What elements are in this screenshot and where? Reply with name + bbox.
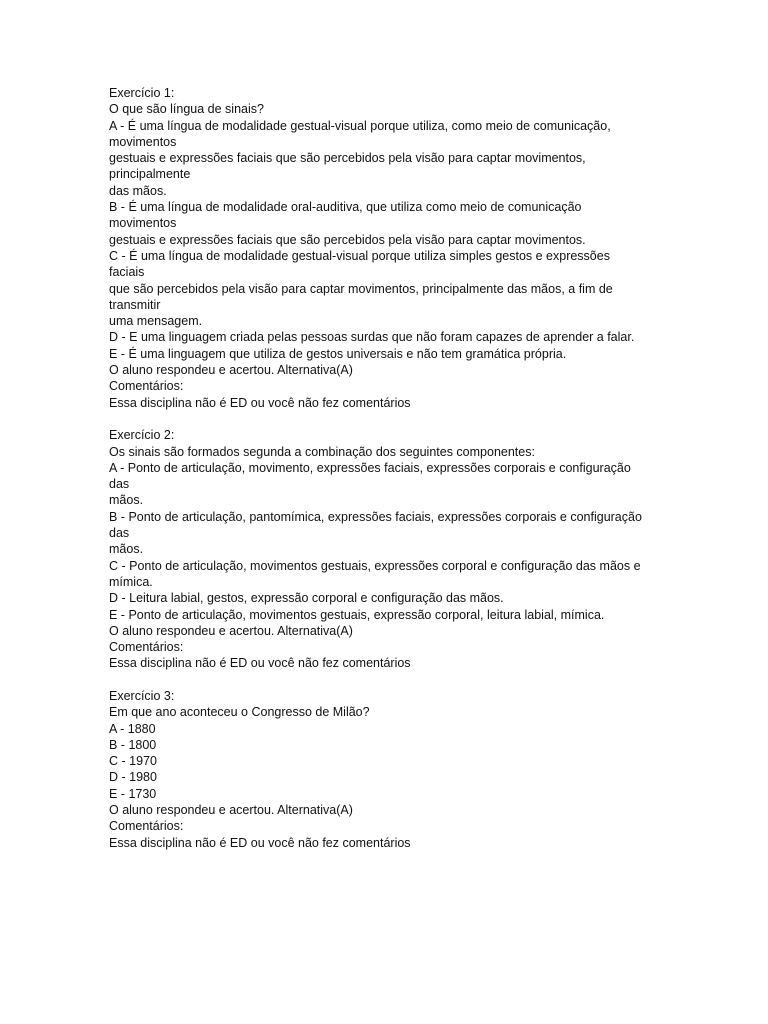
text-line: C - Ponto de articulação, movimentos gestuais, expressões corporal e configuração das mãos e bbox=[109, 558, 641, 573]
text-line: B - É uma língua de modalidade oral-auditiva, que utiliza como meio de comunicação bbox=[109, 200, 582, 215]
text-line: D - 1980 bbox=[109, 770, 157, 785]
text-line: E - É uma linguagem que utiliza de gestos universais e não tem gramática própria. bbox=[109, 346, 567, 361]
text-line: gestuais e expressões faciais que são percebidos pela visão para captar movimentos, bbox=[109, 151, 586, 166]
text-line: A - 1880 bbox=[109, 721, 156, 736]
text-line: A - É uma língua de modalidade gestual-visual porque utiliza, como meio de comunicação, bbox=[109, 118, 611, 133]
text-line: uma mensagem. bbox=[109, 314, 203, 329]
text-line: Comentários: bbox=[109, 640, 184, 655]
text-line: O aluno respondeu e acertou. Alternativa(A) bbox=[109, 803, 353, 818]
text-line: E - 1730 bbox=[109, 786, 157, 801]
text-line: mãos. bbox=[109, 493, 144, 508]
text-line: movimentos bbox=[109, 216, 177, 231]
text-line: Comentários: bbox=[109, 379, 184, 394]
text-line: Exercício 2: bbox=[109, 428, 175, 443]
exercise-2 bbox=[109, 427, 669, 671]
text-line: principalmente bbox=[109, 167, 191, 182]
text-line: C - É uma língua de modalidade gestual-visual porque utiliza simples gestos e expressões bbox=[109, 248, 610, 263]
text-line: mãos. bbox=[109, 542, 144, 557]
text-line: mímica. bbox=[109, 574, 153, 589]
text-line: transmitir bbox=[109, 297, 161, 312]
text-line: faciais bbox=[109, 265, 145, 280]
exercise-3 bbox=[109, 688, 669, 851]
text-line: O que são língua de sinais? bbox=[109, 102, 264, 117]
text-line: das mãos. bbox=[109, 183, 167, 198]
document-page bbox=[109, 85, 669, 867]
text-line: Os sinais são formados segunda a combinação dos seguintes componentes: bbox=[109, 444, 535, 459]
text-line: movimentos bbox=[109, 134, 177, 149]
text-line: C - 1970 bbox=[109, 754, 157, 769]
text-line: B - Ponto de articulação, pantomímica, expressões faciais, expressões corporais e configuração bbox=[109, 509, 642, 524]
text-line: das bbox=[109, 526, 130, 541]
exercise-1 bbox=[109, 85, 669, 411]
text-line: Exercício 1: bbox=[109, 86, 175, 100]
text-line: Em que ano aconteceu o Congresso de Milão? bbox=[109, 705, 370, 720]
text-line: gestuais e expressões faciais que são percebidos pela visão para captar movimentos. bbox=[109, 232, 586, 247]
text-line: D - Leitura labial, gestos, expressão corporal e configuração das mãos. bbox=[109, 591, 504, 606]
text-line: que são percebidos pela visão para captar movimentos, principalmente das mãos, a fim de bbox=[109, 281, 613, 296]
text-line: Essa disciplina não é ED ou você não fez comentários bbox=[109, 395, 411, 410]
text-line: Essa disciplina não é ED ou você não fez comentários bbox=[109, 835, 411, 850]
text-line: das bbox=[109, 477, 130, 492]
text-line: A - Ponto de articulação, movimento, expressões faciais, expressões corporais e configuração bbox=[109, 460, 631, 475]
text-line: Essa disciplina não é ED ou você não fez comentários bbox=[109, 656, 411, 671]
text-line: B - 1800 bbox=[109, 737, 157, 752]
text-line: Exercício 3: bbox=[109, 688, 175, 703]
text-line: D - E uma linguagem criada pelas pessoas surdas que não foram capazes de aprender a falar. bbox=[109, 330, 635, 345]
text-line: O aluno respondeu e acertou. Alternativa(A) bbox=[109, 623, 353, 638]
text-line: O aluno respondeu e acertou. Alternativa(A) bbox=[109, 363, 353, 378]
text-line: E - Ponto de articulação, movimentos gestuais, expressão corporal, leitura labial, mímica. bbox=[109, 607, 605, 622]
text-line: Comentários: bbox=[109, 819, 184, 834]
